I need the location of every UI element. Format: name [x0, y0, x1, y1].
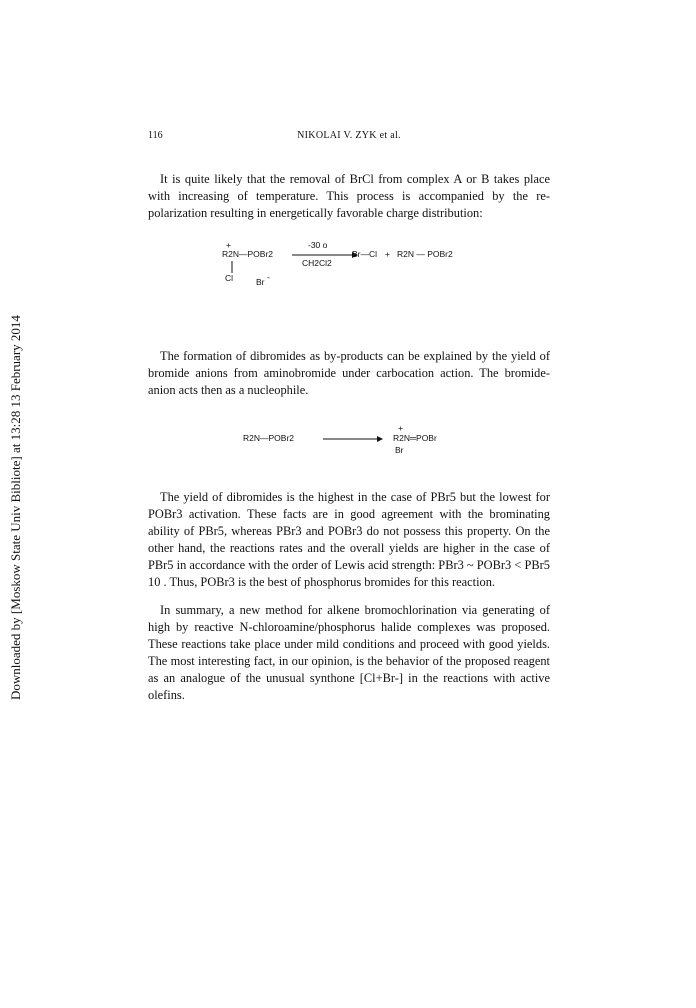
download-notice	[8, 240, 32, 700]
positive-charge: +	[398, 423, 403, 433]
reaction-arrow	[323, 436, 383, 442]
product-phosphoramide: R2N — POBr2	[397, 249, 453, 259]
negative-charge: -	[267, 272, 270, 282]
paragraph-3: The yield of dibromides is the highest in the case of PBr5 but the lowest for POBr3 activation. These facts are in good agreement with the brominating ability of PBr5, whereas PBr3 and POBr3 do not possess this property. On the other hand, the reactions rates and the overall yields are higher in the case of PBr5 in accordance with the order of Lewis acid strength: PBr3 ~ POBr3 < PBr5 10 . Thus, POBr3 is the best of phosphorus bromides for this reaction.	[148, 490, 550, 589]
page-number: 116	[148, 130, 163, 141]
paragraph-1: It is quite likely that the removal of BrCl from complex A or B takes place with increasing of temperature. This process is accompanied by the re-polarization resulting in energetically favorable charge distribution:	[148, 172, 550, 220]
plus-sign: +	[385, 249, 390, 259]
paragraph-4: In summary, a new method for alkene bromochlorination via generating of high by reactive N-chloroamine/phosphorus halide complexes was proposed. These reactions take place under mild conditions and proceed with good yields. The most interesting fact, in our opinion, is the behavior of the proposed reagent as an analogue of the unusual synthone [Cl+Br-] in the reactions with active olefins.	[148, 603, 550, 702]
reaction-scheme-2	[243, 425, 463, 459]
reactant-formula: R2N—POBr2	[222, 249, 274, 259]
running-title: NIKOLAI V. ZYK et al.	[297, 130, 401, 141]
bromide-counterion: Br	[395, 445, 404, 455]
reactant-formula: R2N—POBr2	[243, 433, 295, 443]
reaction-temperature: -30 o	[308, 240, 328, 250]
product-formula: R2N═POBr	[393, 433, 437, 443]
positive-charge: +	[226, 240, 231, 250]
bond-line	[231, 261, 233, 273]
reaction-scheme-1	[222, 240, 492, 290]
paragraph-2: The formation of dibromides as by-products can be explained by the yield of bromide anions from aminobromide under carbocation action. The bromide-anion acts then as a nucleophile.	[148, 349, 550, 397]
bromide-ion: Br	[256, 277, 265, 287]
product-brcl: Br—Cl	[352, 249, 378, 259]
download-notice-text: Downloaded by [Moskow State Univ Bibliote] at 13:28 13 February 2014	[8, 315, 23, 700]
chlorine-atom: Cl	[225, 273, 234, 283]
reaction-solvent: CH2Cl2	[302, 258, 332, 268]
